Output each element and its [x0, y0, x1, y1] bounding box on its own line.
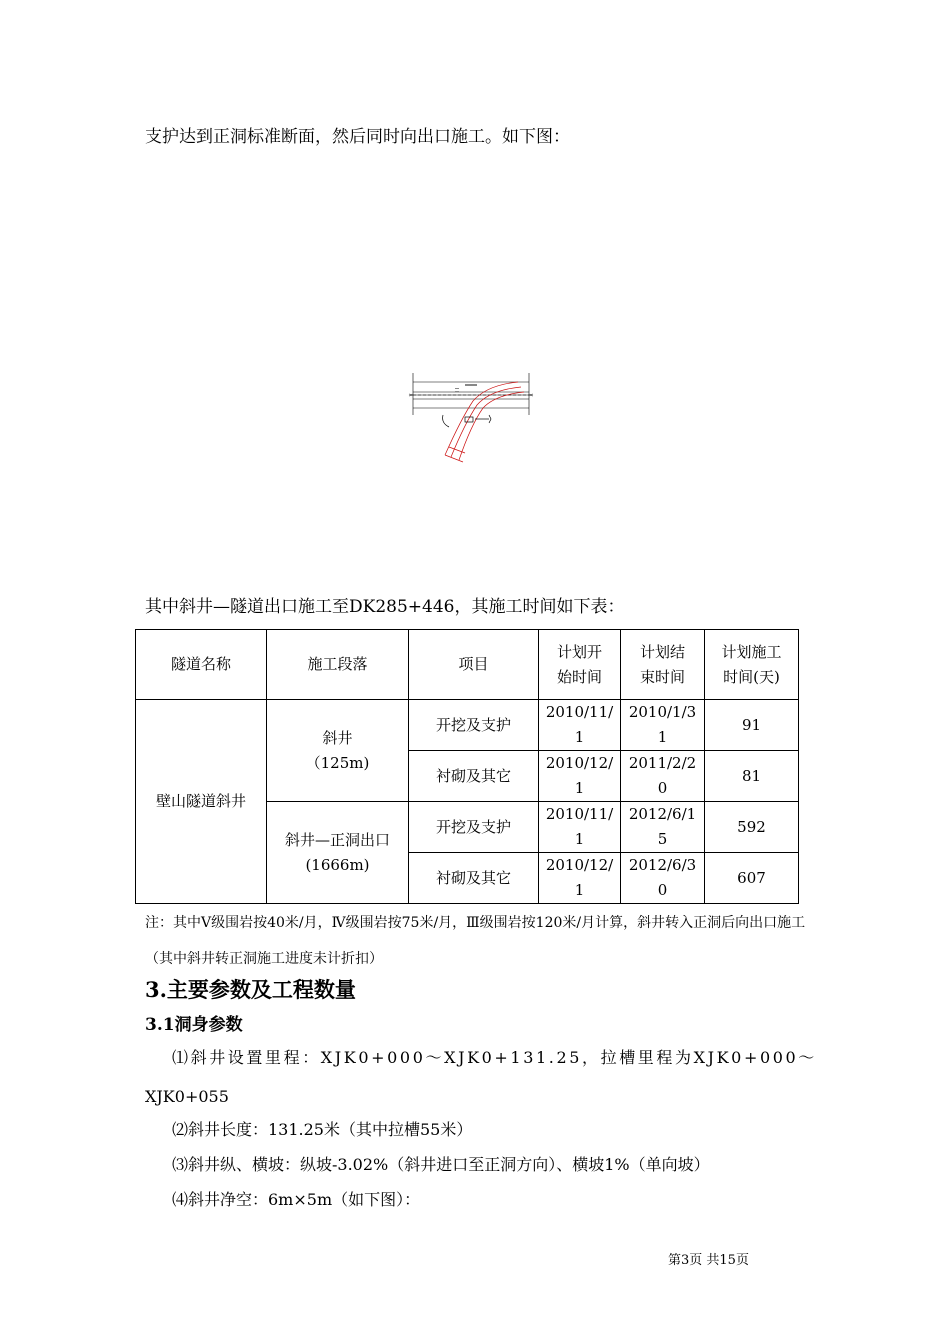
segment-length: （125m)	[305, 753, 370, 772]
header-start: 计划开始时间	[539, 630, 621, 700]
start-cell: 2010/11/1	[539, 802, 621, 853]
header-segment: 施工段落	[267, 630, 409, 700]
table-row	[136, 700, 799, 751]
shaft-curve-lines	[445, 382, 524, 462]
subsection-heading: 3.1洞身参数	[145, 1015, 243, 1035]
item-cell: 衬砌及其它	[409, 751, 539, 802]
header-days: 计划施工时间(天)	[705, 630, 799, 700]
segment-name: 斜井—正洞出口	[284, 830, 390, 849]
page-footer: 第3页 共15页	[668, 1253, 749, 1268]
segment-cell	[267, 802, 409, 904]
param-item-clearance: ⑷斜井净空：6m×5m（如下图）：	[172, 1190, 421, 1209]
days-cell: 91	[705, 700, 799, 751]
end-cell: 2011/2/20	[621, 751, 705, 802]
table-intro-paragraph: 其中斜井—隧道出口施工至DK285+446，其施工时间如下表：	[145, 597, 625, 617]
table-header-row	[136, 630, 799, 700]
param-item-slope: ⑶斜井纵、横坡：纵坡-3.02%（斜井进口至正洞方向）、横坡1%（单向坡）	[172, 1155, 710, 1174]
param-item-mileage: ⑴斜井设置里程：XJK0+000～XJK0+131.25，拉槽里程为XJK0+000～	[172, 1048, 817, 1067]
tunnel-name-cell: 壁山隧道斜井	[136, 700, 267, 904]
figure-label-marks	[455, 384, 477, 392]
param-item-length: ⑵斜井长度：131.25米（其中拉槽55米）	[172, 1120, 473, 1139]
end-cell: 2010/1/31	[621, 700, 705, 751]
end-cell: 2012/6/15	[621, 802, 705, 853]
days-cell: 607	[705, 853, 799, 904]
header-item: 项目	[409, 630, 539, 700]
header-tunnel-name: 隧道名称	[136, 630, 267, 700]
start-cell: 2010/11/1	[539, 700, 621, 751]
days-cell: 81	[705, 751, 799, 802]
item-cell: 开挖及支护	[409, 700, 539, 751]
table-note: 注：其中Ⅴ级围岩按40米/月，Ⅳ级围岩按75米/月，Ⅲ级围岩按120米/月计算，斜井转入正洞后向出口施工（其中斜井转正洞施工进度未计折扣）	[145, 915, 806, 967]
segment-name: 斜井	[322, 728, 353, 747]
item-cell: 衬砌及其它	[409, 853, 539, 904]
end-cell: 2012/6/30	[621, 853, 705, 904]
schedule-table	[135, 629, 799, 904]
start-cell: 2010/12/1	[539, 853, 621, 904]
portal-marks	[443, 415, 491, 427]
inclined-shaft-plan-figure	[405, 365, 535, 470]
section-heading: 3.主要参数及工程数量	[145, 977, 356, 1002]
start-cell: 2010/12/1	[539, 751, 621, 802]
segment-length: (1666m)	[305, 855, 370, 874]
intro-paragraph: 支护达到正洞标准断面，然后同时向出口施工。如下图：	[145, 127, 570, 147]
main-tunnel-lines	[409, 373, 533, 415]
days-cell: 592	[705, 802, 799, 853]
header-end: 计划结束时间	[621, 630, 705, 700]
param-item-mileage-continued: XJK0+055	[145, 1087, 229, 1106]
segment-cell	[267, 700, 409, 802]
item-cell: 开挖及支护	[409, 802, 539, 853]
